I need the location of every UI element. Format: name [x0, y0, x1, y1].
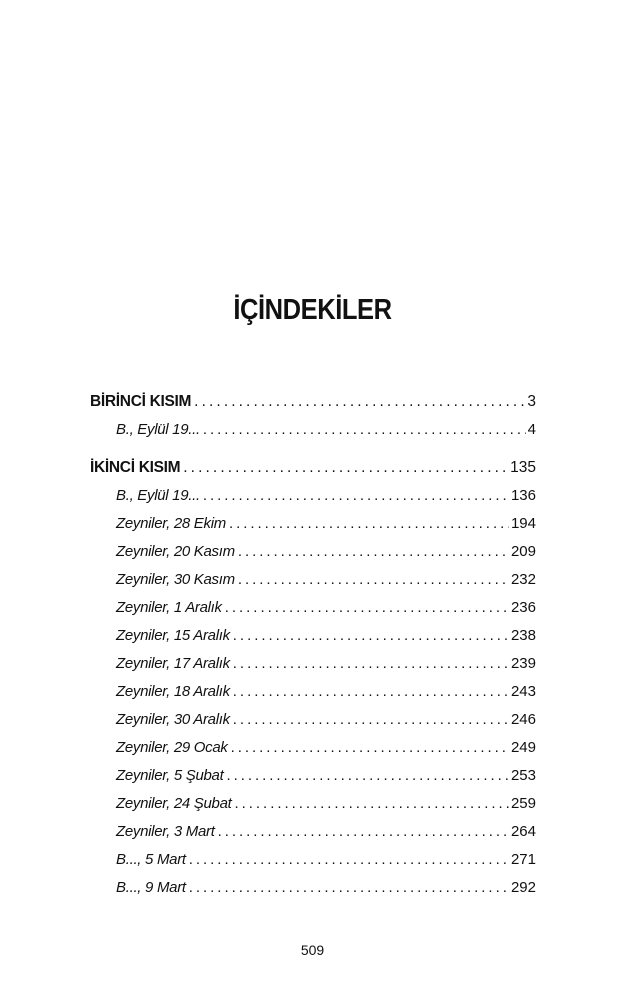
page-number: 509: [300, 942, 325, 958]
toc-leader-dots: [238, 566, 509, 594]
toc-entry-row: [90, 538, 536, 566]
toc-page-number: 4: [527, 421, 536, 438]
toc-entry-row: [90, 566, 536, 594]
toc-entry-row: [90, 594, 536, 622]
toc-entry-label: Zeyniler, 29 Ocak: [116, 739, 228, 756]
toc-entry-label: Zeyniler, 28 Ekim: [116, 515, 226, 532]
toc-entry-row: [90, 706, 536, 734]
toc-page-number: 246: [510, 711, 536, 728]
toc-page-number: 232: [510, 571, 536, 588]
toc-entry-row: [90, 790, 536, 818]
toc-page-number: 249: [510, 739, 536, 756]
toc-entry-label: Zeyniler, 15 Aralık: [116, 627, 230, 644]
toc-leader-dots: [235, 790, 509, 818]
toc-page-number: 264: [510, 823, 536, 840]
toc-entry-label: B., Eylül 19...: [116, 487, 200, 504]
toc-leader-dots: [226, 762, 509, 790]
toc-leader-dots: [183, 454, 508, 482]
toc-leader-dots: [194, 388, 525, 416]
toc-page-number: 136: [510, 487, 536, 504]
toc-section-row: [90, 388, 536, 416]
toc-entry-label: Zeyniler, 24 Şubat: [116, 795, 232, 812]
toc-leader-dots: [231, 734, 509, 762]
toc-entry-label: Zeyniler, 3 Mart: [116, 823, 215, 840]
toc-leader-dots: [189, 846, 509, 874]
toc-leader-dots: [233, 622, 509, 650]
toc-leader-dots: [225, 594, 509, 622]
toc-page-number: 209: [510, 543, 536, 560]
toc-entry-label: B., Eylül 19...: [116, 421, 200, 438]
toc-entry-row: [90, 510, 536, 538]
toc-entry-label: Zeyniler, 30 Kasım: [116, 571, 235, 588]
toc-section-label: BİRİNCİ KISIM: [90, 393, 192, 410]
toc-entry-label: B..., 5 Mart: [116, 851, 186, 868]
toc-section-label: İKİNCİ KISIM: [90, 459, 181, 476]
toc-entry-label: Zeyniler, 5 Şubat: [116, 767, 224, 784]
toc-entry-row: [90, 762, 536, 790]
toc-entry-row: [90, 650, 536, 678]
table-of-contents: [90, 388, 536, 902]
toc-entry-label: Zeyniler, 18 Aralık: [116, 683, 230, 700]
toc-leader-dots: [233, 650, 509, 678]
toc-leader-dots: [233, 706, 509, 734]
toc-page-number: 236: [510, 599, 536, 616]
toc-entry-row: [90, 482, 536, 510]
toc-leader-dots: [203, 416, 526, 444]
toc-leader-dots: [218, 818, 509, 846]
toc-leader-dots: [203, 482, 509, 510]
toc-leader-dots: [189, 874, 509, 902]
toc-page-number: 253: [510, 767, 536, 784]
toc-leader-dots: [238, 538, 509, 566]
toc-page-number: 3: [527, 393, 536, 410]
toc-leader-dots: [233, 678, 509, 706]
toc-page-number: 259: [510, 795, 536, 812]
toc-entry-label: Zeyniler, 20 Kasım: [116, 543, 235, 560]
toc-section-row: [90, 454, 536, 482]
toc-entry-label: Zeyniler, 17 Aralık: [116, 655, 230, 672]
toc-page-number: 238: [510, 627, 536, 644]
toc-page-number: 271: [510, 851, 536, 868]
toc-entry-row: [90, 678, 536, 706]
toc-entry-label: Zeyniler, 1 Aralık: [116, 599, 222, 616]
toc-page-number: 135: [510, 459, 536, 476]
toc-entry-row: [90, 622, 536, 650]
toc-entry-row: [90, 416, 536, 444]
toc-entry-row: [90, 734, 536, 762]
toc-page-number: 239: [510, 655, 536, 672]
toc-entry-row: [90, 818, 536, 846]
toc-entry-row: [90, 874, 536, 902]
toc-entry-row: [90, 846, 536, 874]
toc-leader-dots: [229, 510, 509, 538]
toc-page-number: 243: [510, 683, 536, 700]
page-title: İÇİNDEKİLER: [233, 294, 392, 326]
toc-page-number: 194: [510, 515, 536, 532]
toc-entry-label: Zeyniler, 30 Aralık: [116, 711, 230, 728]
toc-page-number: 292: [510, 879, 536, 896]
toc-entry-label: B..., 9 Mart: [116, 879, 186, 896]
